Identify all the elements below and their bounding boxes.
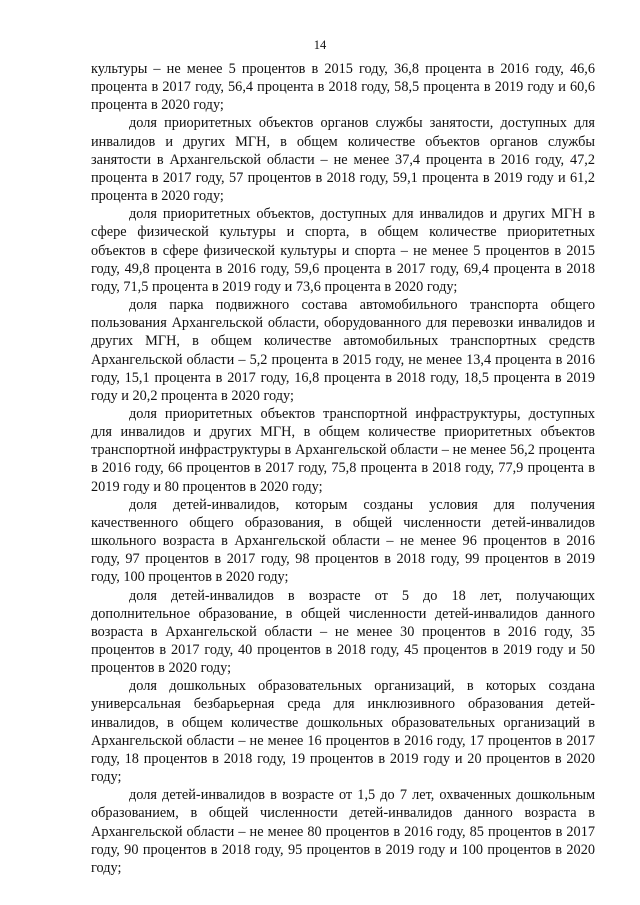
paragraph: доля детей-инвалидов в возрасте от 1,5 до 7 лет, охваченных дошкольным образованием, в общей численности детей-инвалидов данного возраста в Архангельской области – не менее 80 процентов в 2016 году, 85 процентов в 2017 году, 90 процентов в 2018 году, 95 процентов в 2019 году и 100 процентов в 2020 году;: [91, 787, 595, 876]
paragraph: культуры – не менее 5 процентов в 2015 году, 36,8 процента в 2016 году, 46,6 процента в 2017 году, 56,4 процента в 2018 году, 58,5 процента в 2019 году и 60,6 процента в 2020 году;: [91, 61, 595, 114]
page-number: 14: [313, 38, 327, 52]
paragraph: доля детей-инвалидов в возрасте от 5 до 18 лет, получающих дополнительное образование, в общей численности детей-инвалидов данного возраста в Архангельской области – не менее 30 процентов в 2016 году, 35 процентов в 2017 году, 40 процентов в 2018 году, 45 процентов в 2019 году и 50 процентов в 2020 году;: [91, 587, 595, 677]
paragraph: доля детей-инвалидов, которым созданы условия для получения качественного общего образования, в общей численности детей-инвалидов школьного возраста в Архангельской области – не менее 96 процентов в 2016 году, 97 процентов в 2017 году, 98 процентов в 2018 году, 99 процентов в 2019 году, 100 процентов в 2020 году;: [91, 496, 595, 586]
paragraph: доля приоритетных объектов органов службы занятости, доступных для инвалидов и других МГН, в общем количестве объектов органов службы занятости в Архангельской области – не менее 37,4 процента в 2016 году, 47,2 процента в 2017 году, 57 процентов в 2018 году, 59,1 процента в 2019 году и 61,2 процента в 2020 году;: [91, 115, 595, 205]
paragraph: доля приоритетных объектов, доступных для инвалидов и других МГН в сфере физической культуры и спорта, в общем количестве приоритетных объектов в сфере физической культуры и спорта – не менее 5 процентов в 2015 году, 49,8 процента в 2016 году, 59,6 процента в 2017 году, 69,4 процента в 2018 году, 71,5 процента в 2019 году и 73,6 процента в 2020 году;: [91, 206, 595, 295]
paragraph: доля парка подвижного состава автомобильного транспорта общего пользования Архангельской области, оборудованного для перевозки инвалидов и других МГН, в общем количестве автомобильных транспортных средств Архангельской области – 5,2 процента в 2015 году, не менее 13,4 процента в 2016 году, 15,1 процента в 2017 году, 16,8 процента в 2018 году, 18,5 процента в 2019 году и 20,2 процента в 2020 году;: [91, 297, 595, 404]
document-body: [91, 60, 595, 877]
paragraph: доля дошкольных образовательных организаций, в которых создана универсальная безбарьерная среда для инклюзивного образования детей-инвалидов, в общем количестве дошкольных образовательных организаций в Архангельской области – не менее 16 процентов в 2016 году, 17 процентов в 2017 году, 18 процентов в 2018 году, 19 процентов в 2019 году и 20 процентов в 2020 году;: [91, 678, 595, 786]
paragraph: доля приоритетных объектов транспортной инфраструктуры, доступных для инвалидов и других МГН, в общем количестве приоритетных объектов транспортной инфраструктуры в Архангельской области – не менее 56,2 процента в 2016 году, 66 процентов в 2017 году, 75,8 процента в 2018 году, 77,9 процента в 2019 году и 80 процентов в 2020 году;: [91, 405, 595, 495]
